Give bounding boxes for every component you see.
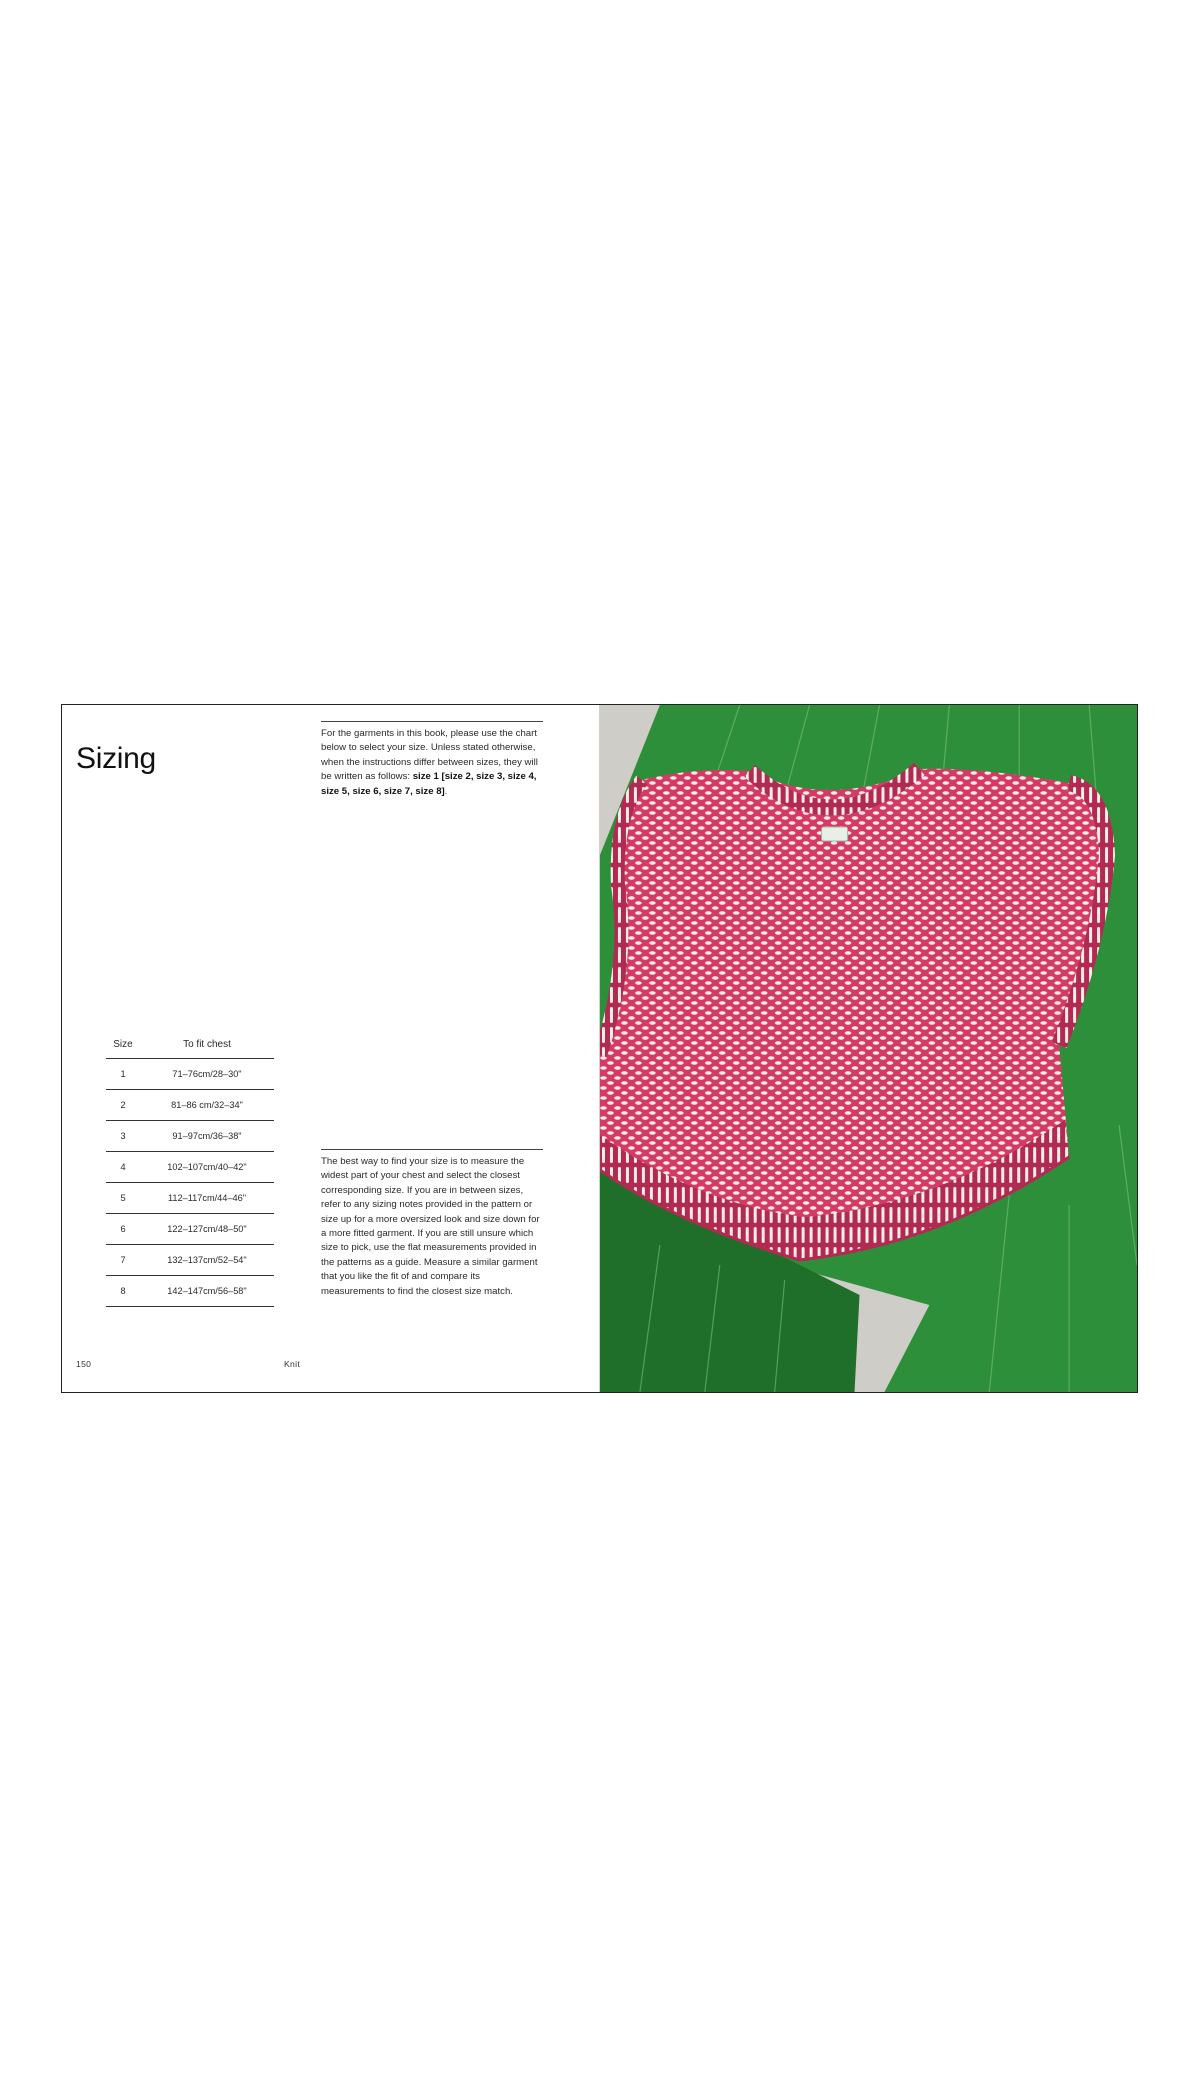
chest-cell: 142–147cm/56–58" (140, 1276, 274, 1307)
table-row (106, 1276, 274, 1307)
size-chart-table (106, 1033, 274, 1307)
size-cell: 5 (106, 1183, 140, 1214)
size-cell: 8 (106, 1276, 140, 1307)
intro-size-format: size 1 [size 2, size 3, size 4, size 5, size 6, size 7, size 8] (321, 771, 537, 797)
table-row (106, 1245, 274, 1276)
chest-cell: 102–107cm/40–42" (140, 1152, 274, 1183)
table-row (106, 1059, 274, 1090)
guidance-paragraph: The best way to find your size is to measure the widest part of your chest and select the closest corresponding size. If you are in between sizes, refer to any sizing notes provided in the pattern or size up for a more oversized look and size down for a more fitted garment. If you are still unsure which size to pick, use the flat measurements provided in the patterns as a guide. Measure a similar garment that you like the fit of and compare its measurements to find the closest size match. (321, 1149, 543, 1299)
page-title: Sizing (76, 742, 156, 776)
size-cell: 1 (106, 1059, 140, 1090)
table-row (106, 1214, 274, 1245)
chest-cell: 112–117cm/44–46" (140, 1183, 274, 1214)
table-row (106, 1152, 274, 1183)
intro-text: For the garments in this book, please use the chart below to select your size. Unless stated otherwise, when the instructions differ between sizes, they will be written as follows: (321, 728, 538, 783)
right-page-photo (599, 705, 1137, 1392)
garment-label-tag (822, 827, 848, 841)
chest-cell: 91–97cm/36–38" (140, 1121, 274, 1152)
size-chart-header-row (106, 1033, 274, 1059)
chest-cell: 132–137cm/52–54" (140, 1245, 274, 1276)
chest-cell: 71–76cm/28–30" (140, 1059, 274, 1090)
running-title: Knit (284, 1359, 301, 1369)
size-cell: 3 (106, 1121, 140, 1152)
size-cell: 4 (106, 1152, 140, 1183)
table-row (106, 1183, 274, 1214)
table-row (106, 1090, 274, 1121)
knitted-vest-photo (600, 705, 1137, 1392)
left-page (62, 705, 599, 1392)
intro-text-end: . (444, 785, 448, 797)
chest-cell: 81–86 cm/32–34" (140, 1090, 274, 1121)
intro-paragraph (321, 721, 543, 799)
book-spread (61, 704, 1138, 1393)
chest-cell: 122–127cm/48–50" (140, 1214, 274, 1245)
size-cell: 6 (106, 1214, 140, 1245)
chest-column-header: To fit chest (140, 1033, 274, 1059)
size-cell: 7 (106, 1245, 140, 1276)
size-cell: 2 (106, 1090, 140, 1121)
table-row (106, 1121, 274, 1152)
size-column-header: Size (106, 1033, 140, 1059)
page-number: 150 (76, 1359, 92, 1369)
